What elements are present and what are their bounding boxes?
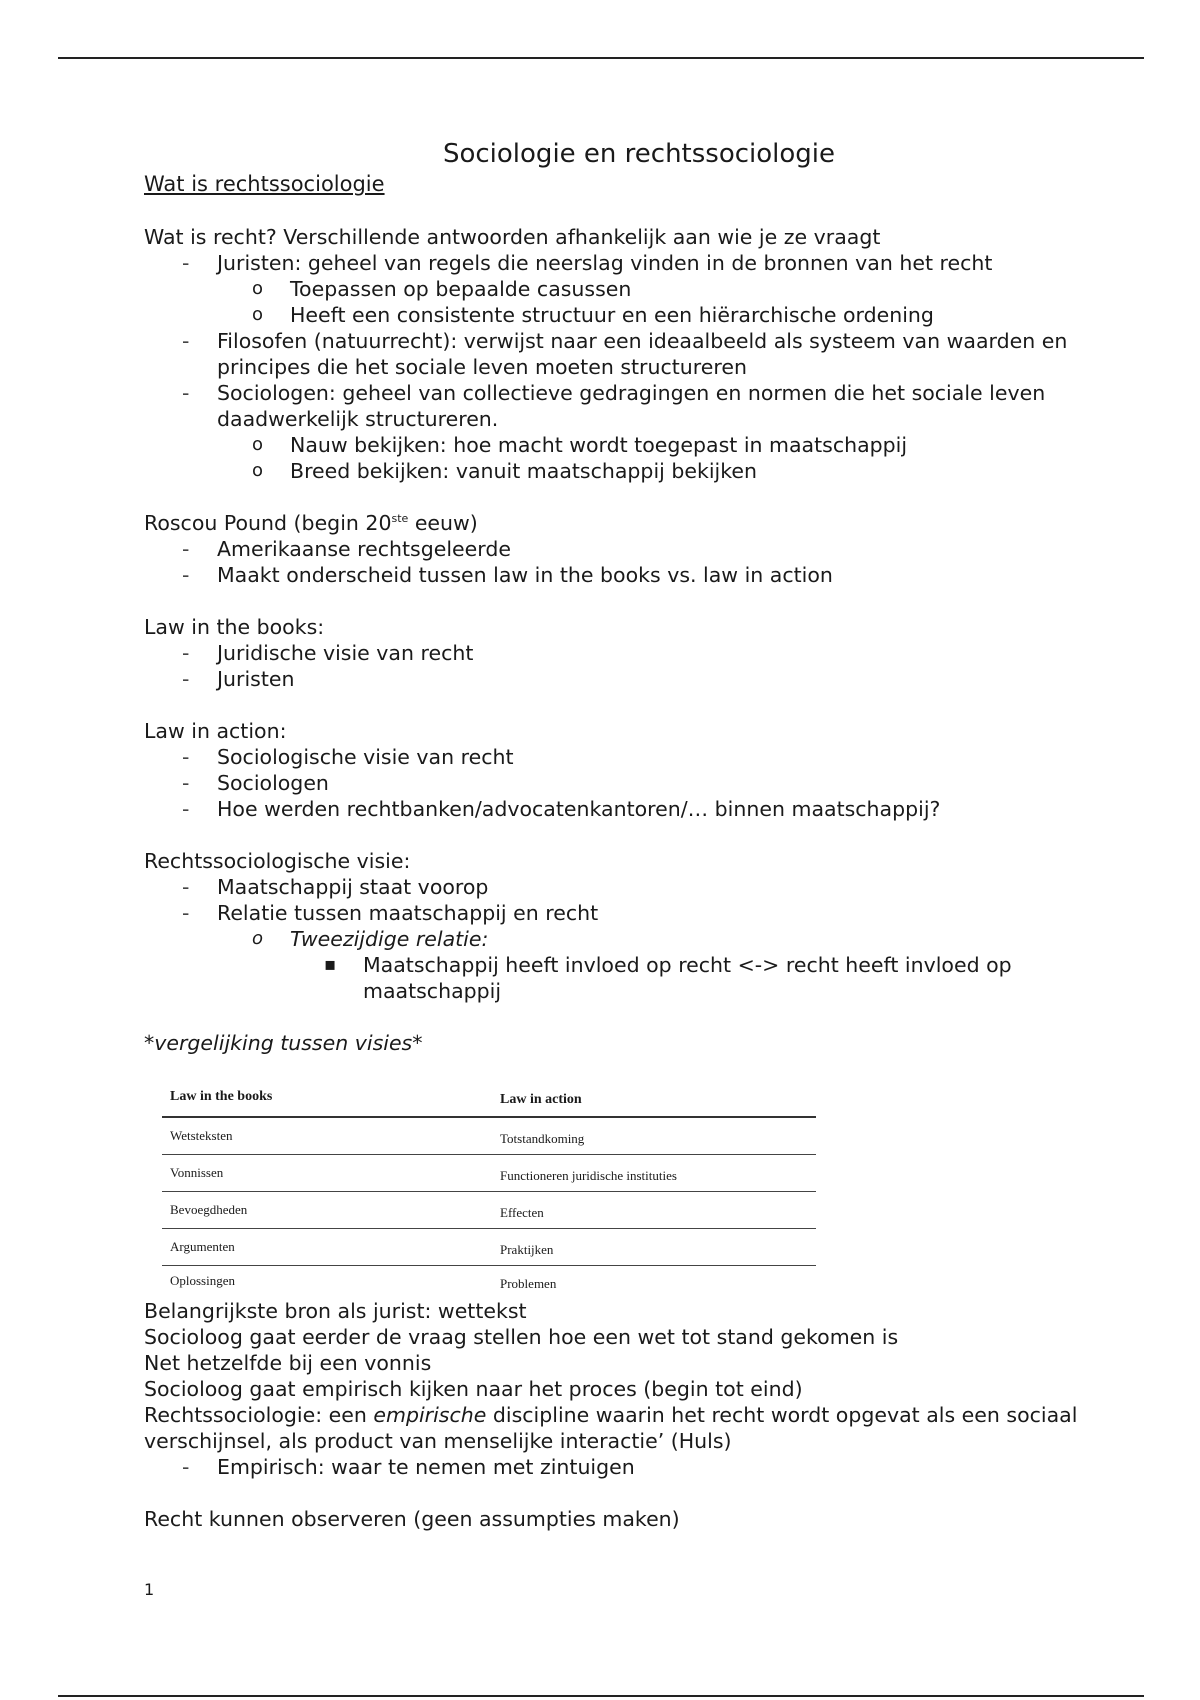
list-item: o Heeft een consistente structuur en een hiërarchische ordening [144, 302, 1084, 328]
list-item: ▪ Maatschappij heeft invloed op recht <-> recht heeft invloed op maatschappij [144, 952, 1084, 1004]
body-line: Net hetzelfde bij een vonnis [144, 1351, 432, 1375]
table-cell: Oplossingen [170, 1273, 235, 1288]
table-row [162, 1192, 816, 1229]
section-heading: Wat is rechtssociologie [144, 172, 385, 196]
footer-rule [58, 1695, 1144, 1697]
list-item: - Relatie tussen maatschappij en recht o Tweezijdige relatie: ▪ Maatschappij heeft invloed op recht <-> recht heeft invloed op maatschappij [144, 900, 1084, 1004]
visie-list [144, 874, 1084, 1004]
list-item: - Sociologische visie van recht [144, 744, 1084, 770]
definition-text: Rechtssociologie: een empirische discipline waarin het recht wordt opgevat als een sociaal verschijnsel, als product van menselijke interactie’ (Huls) [144, 1403, 1078, 1453]
list-item: - Empirisch: waar te nemen met zintuigen [144, 1454, 1084, 1480]
list-item: o Nauw bekijken: hoe macht wordt toegepast in maatschappij [144, 432, 1084, 458]
action-heading: Law in action: [144, 719, 287, 743]
list-item: o Toepassen op bepaalde casussen [144, 276, 1084, 302]
table-row [162, 1229, 816, 1266]
closing-text: Recht kunnen observeren (geen assumpties maken) [144, 1507, 680, 1531]
list-item: - Amerikaanse rechtsgeleerde [144, 536, 1084, 562]
table-header-row [162, 1078, 816, 1118]
comparison-caption: *vergelijking tussen visies* [144, 1031, 423, 1055]
table-cell: Vonnissen [170, 1165, 224, 1180]
table-row [162, 1155, 816, 1192]
table-cell: Effecten [500, 1205, 544, 1220]
list-item: - Hoe werden rechtbanken/advocatenkantoren/… binnen maatschappij? [144, 796, 1084, 822]
list-item: o Tweezijdige relatie: ▪ Maatschappij heeft invloed op recht <-> recht heeft invloed op maatschappij [144, 926, 1084, 1004]
intro-text: Wat is recht? Verschillende antwoorden afhankelijk aan wie je ze vraagt [144, 225, 881, 249]
definition-list [144, 1454, 1084, 1480]
pound-heading: Roscou Pound (begin 20ste eeuw) [144, 511, 478, 535]
list-item: - Juristen: geheel van regels die neerslag vinden in de bronnen van het recht o Toepassen op bepaalde casussen o Heeft een consistente structuur en een hiërarchische ordening [144, 250, 1084, 328]
pound-list [144, 536, 1084, 588]
list-item: - Sociologen: geheel van collectieve gedragingen en normen die het sociale leven daadwerkelijk structureren. o Nauw bekijken: hoe macht wordt toegepast in maatschappij o Breed bekijken: vanuit maatschappij bekijken [144, 380, 1084, 484]
page-title: Sociologie en rechtssociologie [442, 139, 836, 169]
comparison-table [162, 1078, 816, 1296]
body-line: Socioloog gaat empirisch kijken naar het proces (begin tot eind) [144, 1377, 803, 1401]
table-cell: Praktijken [500, 1242, 554, 1257]
table-cell: Argumenten [170, 1239, 235, 1254]
books-heading: Law in the books: [144, 615, 325, 639]
table-row [162, 1266, 816, 1296]
table-header-cell: Law in action [500, 1092, 582, 1107]
list-item: - Maatschappij staat voorop [144, 874, 1084, 900]
list-item: o Breed bekijken: vanuit maatschappij bekijken [144, 458, 1084, 484]
table-cell: Totstandkoming [500, 1131, 585, 1146]
books-list [144, 640, 1084, 692]
list-item: - Filosofen (natuurrecht): verwijst naar een ideaalbeeld als systeem van waarden en principes die het sociale leven moeten structureren [144, 328, 1084, 380]
table-cell: Problemen [500, 1276, 557, 1291]
visie-heading: Rechtssociologische visie: [144, 849, 411, 873]
list-item: - Juristen [144, 666, 1084, 692]
body-line: Belangrijkste bron als jurist: wettekst [144, 1299, 527, 1323]
table-row [162, 1118, 816, 1155]
document-body [144, 138, 1084, 1532]
page-number: 1 [144, 1580, 155, 1599]
list-item: - Juridische visie van recht [144, 640, 1084, 666]
action-list [144, 744, 1084, 822]
table-cell: Bevoegdheden [170, 1202, 248, 1217]
table-header-cell: Law in the books [170, 1089, 273, 1104]
table-cell: Wetsteksten [170, 1128, 233, 1143]
definitions-list [144, 250, 1084, 484]
header-rule [58, 57, 1144, 59]
list-item: - Maakt onderscheid tussen law in the books vs. law in action [144, 562, 1084, 588]
table-cell: Functioneren juridische instituties [500, 1168, 677, 1183]
body-line: Socioloog gaat eerder de vraag stellen hoe een wet tot stand gekomen is [144, 1325, 899, 1349]
list-item: - Sociologen [144, 770, 1084, 796]
